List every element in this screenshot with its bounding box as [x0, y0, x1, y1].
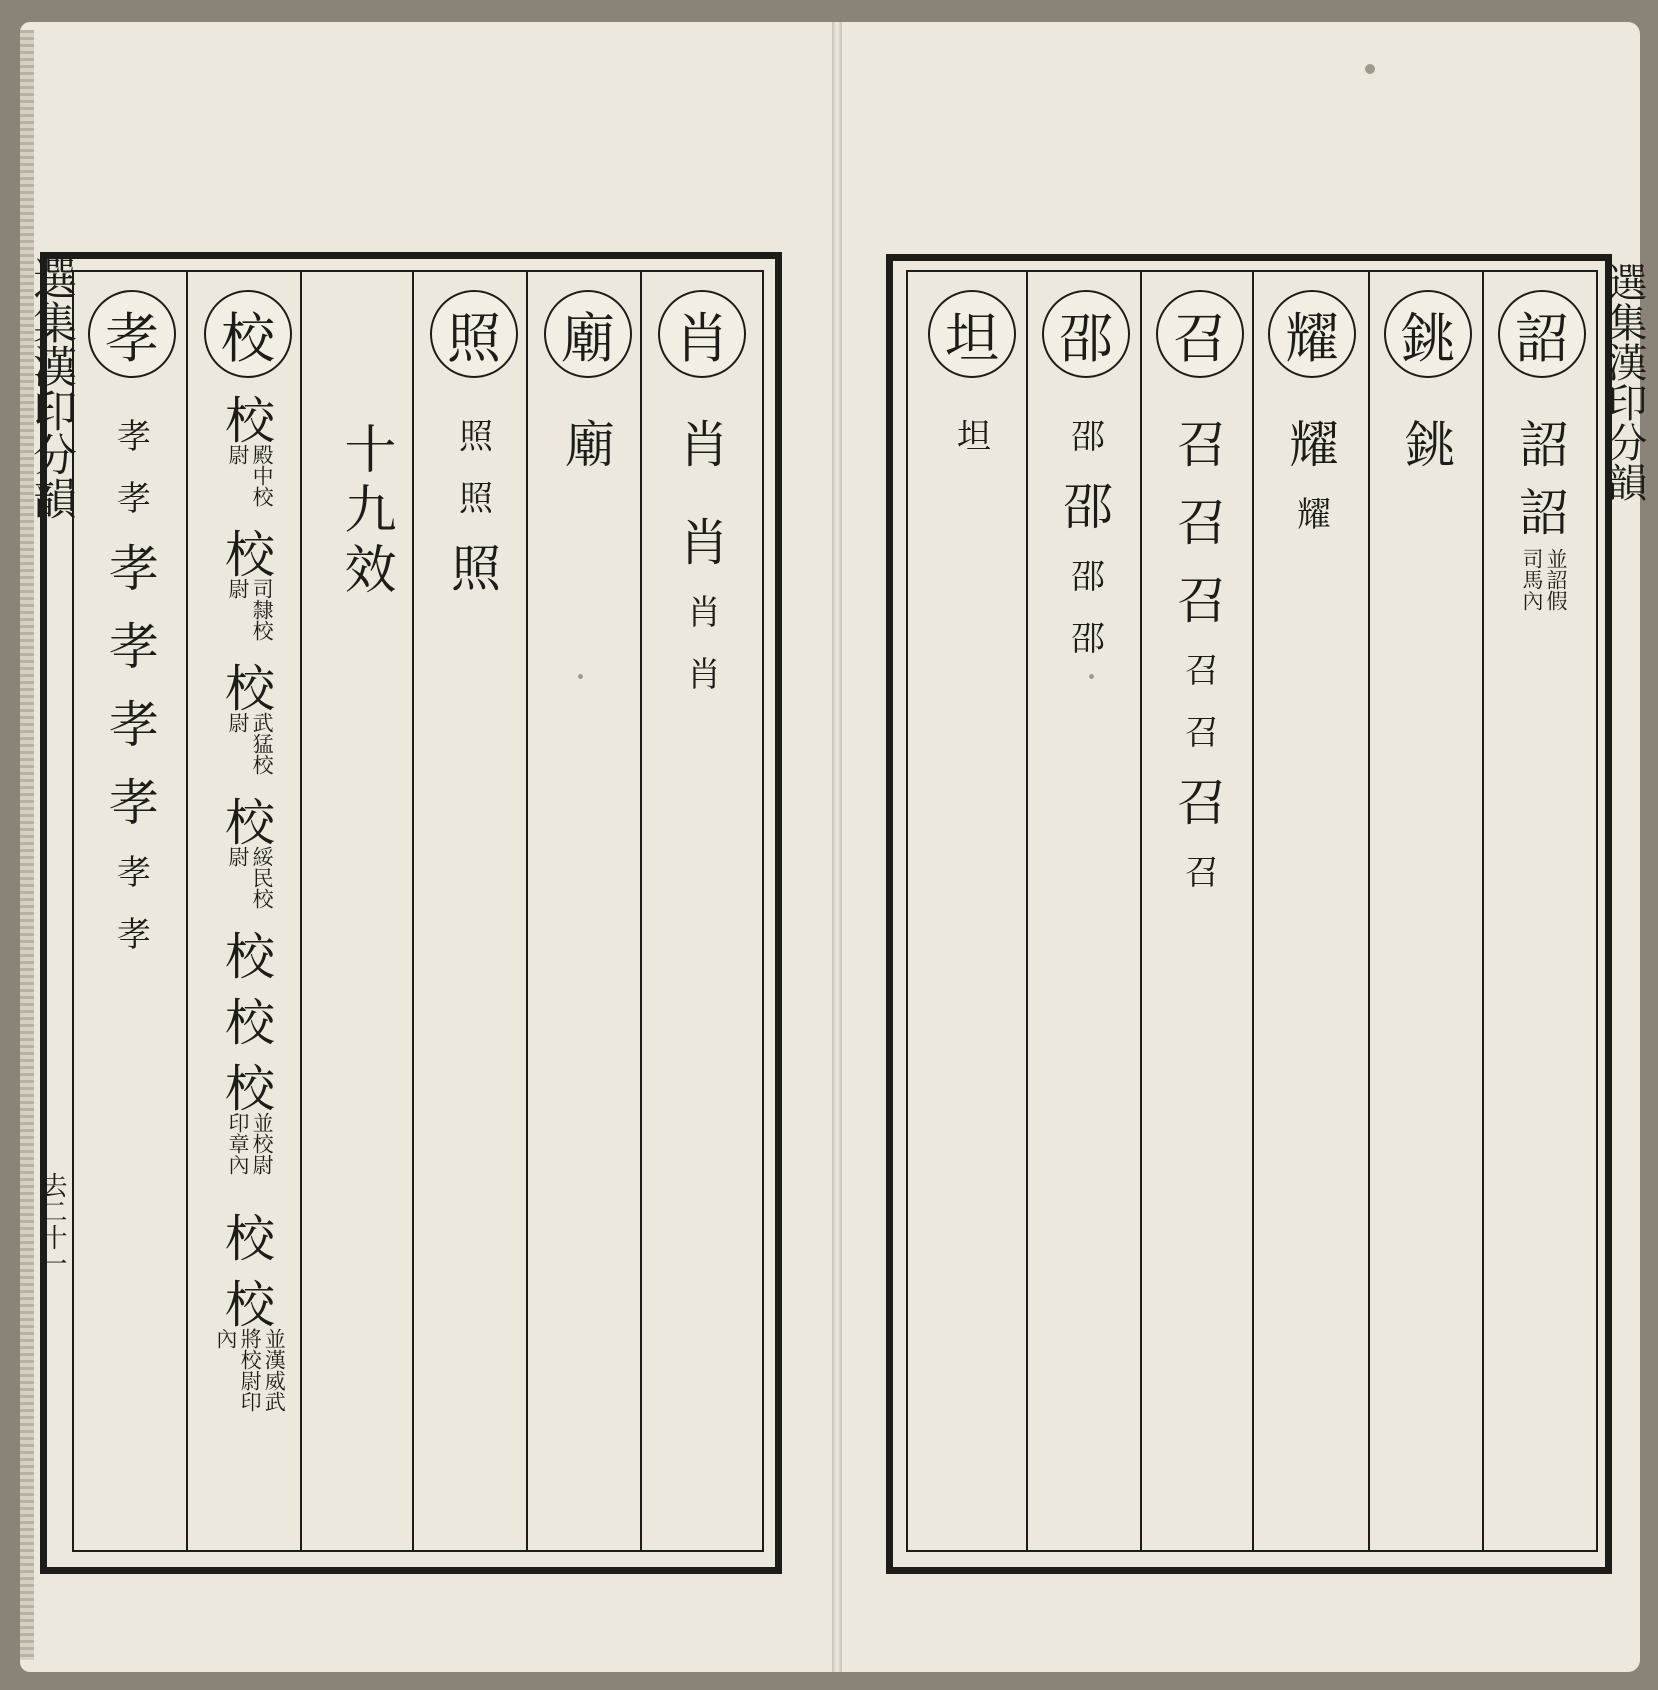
seal-note: 並漢威武將校尉印內: [213, 1328, 287, 1412]
head-character: 銚: [1384, 290, 1472, 378]
head-character: 邵: [1042, 290, 1130, 378]
seal-list: [1032, 417, 1144, 684]
head-character: 廟: [544, 290, 632, 378]
seal-form: 召: [1177, 416, 1227, 474]
seal-form: 校: [225, 928, 275, 986]
seal-note: 綏民校尉: [226, 846, 275, 909]
seal-list: [534, 416, 646, 498]
head-character: 孝: [88, 290, 176, 378]
seal-list: [420, 417, 532, 622]
head-character: 坦: [928, 290, 1016, 378]
seal-form: 照: [459, 417, 493, 457]
seal-form: 召: [1185, 853, 1219, 893]
seal-form: 孝: [109, 696, 159, 754]
seal-note: 武猛校尉: [226, 712, 275, 775]
column-jiao: [194, 272, 306, 1548]
seal-form: 孝: [117, 915, 151, 955]
seal-form: 孝: [117, 853, 151, 893]
seal-form: 廟: [565, 416, 615, 474]
head-character: 召: [1156, 290, 1244, 378]
seal-form: 詔: [1519, 484, 1569, 542]
seal-form: 邵: [1071, 619, 1105, 659]
seal-form: 校: [225, 994, 275, 1052]
column-yao: [1374, 272, 1486, 1548]
seal-form: 召: [1185, 651, 1219, 691]
seal-form: 邵: [1071, 557, 1105, 597]
seal-list: [1146, 416, 1258, 918]
seal-list: [1488, 416, 1600, 650]
right-margin-title: 選集漢印分韻: [1601, 262, 1647, 502]
seal-form: 校: [225, 392, 275, 450]
seal-note: 司隸校尉: [226, 578, 275, 641]
column-zhao: [420, 272, 532, 1548]
seal-list: [78, 417, 190, 980]
seal-form: 肖: [679, 416, 729, 474]
seal-form: 孝: [117, 479, 151, 519]
seal-list: [648, 416, 760, 720]
seal-form: 照: [459, 479, 493, 519]
book-gutter: [832, 22, 842, 1672]
column-tan: [918, 272, 1030, 1548]
head-character: 耀: [1268, 290, 1356, 378]
seal-form: 銚: [1405, 416, 1455, 474]
head-character: 照: [430, 290, 518, 378]
seal-form: 耀: [1289, 416, 1339, 474]
seal-form: 召: [1177, 494, 1227, 552]
seal-note: 殿中校尉: [226, 444, 275, 507]
seal-note: 並詔假司馬內: [1520, 548, 1569, 611]
seal-list: [194, 392, 306, 1450]
paper-spot: [1365, 64, 1375, 74]
column-shao: [1032, 272, 1144, 1548]
seal-form: 校: [225, 1210, 275, 1268]
seal-form: 照: [451, 540, 501, 598]
seal-list: [1374, 416, 1486, 498]
seal-form: 校: [225, 1276, 275, 1334]
column-zhao-summon: [1146, 272, 1258, 1548]
seal-list: [918, 417, 1030, 482]
seal-form: 詔: [1519, 416, 1569, 474]
column-miao: [534, 272, 646, 1548]
seal-form: 召: [1177, 774, 1227, 832]
seal-list: [1258, 416, 1370, 560]
seal-form: 孝: [109, 618, 159, 676]
folio-number: 去二十一: [37, 1172, 67, 1276]
rhyme-title: 十九效: [335, 422, 395, 602]
column-xiao-filial: [78, 272, 190, 1548]
seal-form: 肖: [679, 514, 729, 572]
seal-form: 邵: [1063, 478, 1113, 536]
seal-form: 召: [1185, 713, 1219, 753]
column-zhao-edict: [1488, 272, 1600, 1548]
seal-form: 召: [1177, 572, 1227, 630]
seal-form: 邵: [1071, 417, 1105, 457]
column-rhyme-heading: [308, 272, 420, 1548]
seal-form: 肖: [687, 593, 721, 633]
seal-form: 校: [225, 660, 275, 718]
seal-form: 孝: [109, 774, 159, 832]
seal-form: 肖: [687, 655, 721, 695]
seal-form: 耀: [1297, 495, 1331, 535]
seal-form: 校: [225, 526, 275, 584]
seal-note: 並校尉印章內: [226, 1112, 275, 1175]
seal-form: 坦: [957, 417, 991, 457]
seal-form: 校: [225, 1060, 275, 1118]
seal-form: 孝: [117, 417, 151, 457]
head-character: 詔: [1498, 290, 1586, 378]
seal-form: 校: [225, 794, 275, 852]
column-xiao: [648, 272, 760, 1548]
head-character: 肖: [658, 290, 746, 378]
left-margin-title: 選集漢印分韻: [25, 256, 76, 520]
column-yao-shine: [1258, 272, 1370, 1548]
head-character: 校: [204, 290, 292, 378]
seal-form: 孝: [109, 540, 159, 598]
